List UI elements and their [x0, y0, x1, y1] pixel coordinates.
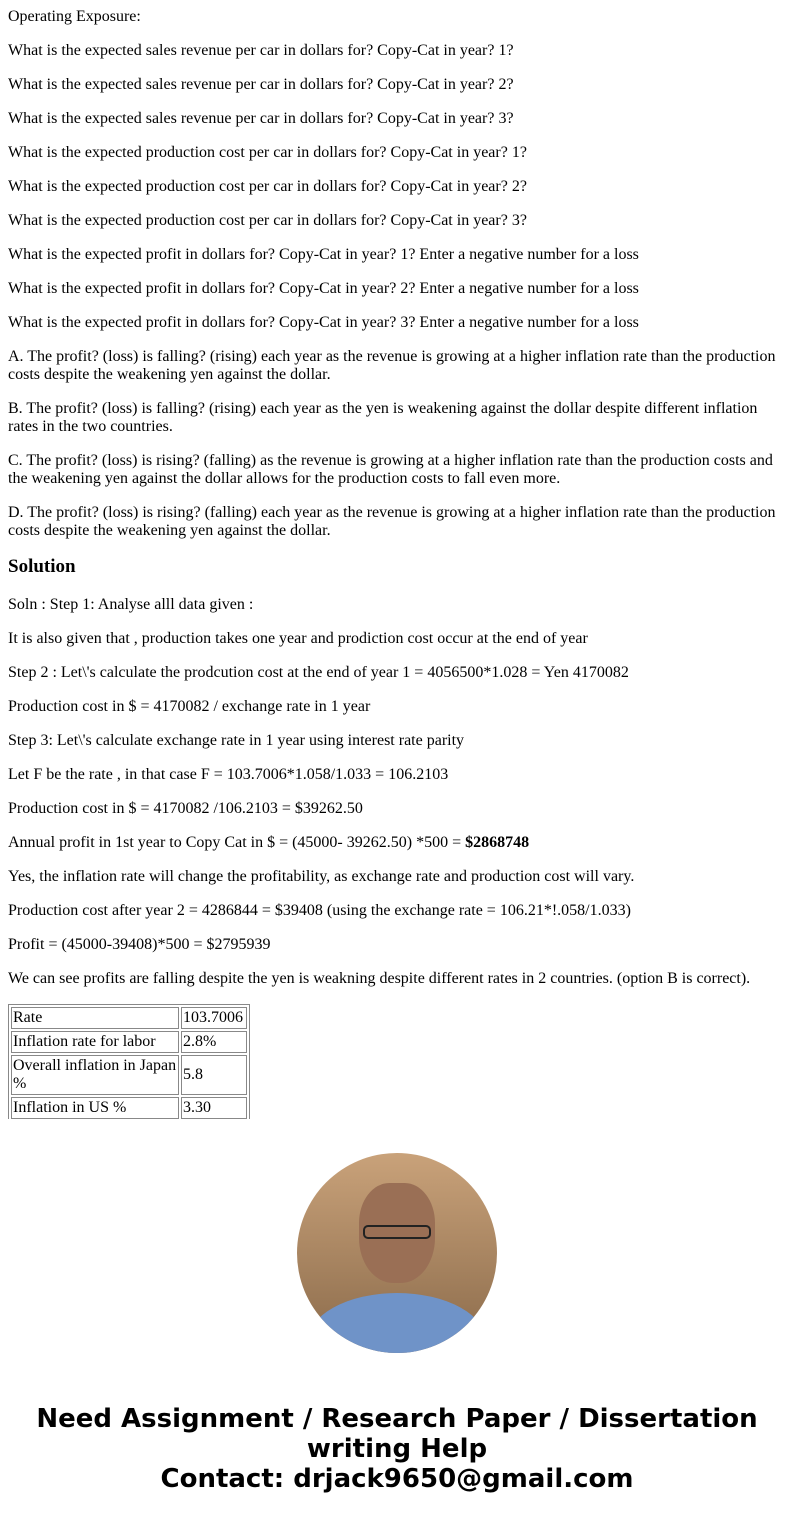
table-row	[11, 1097, 247, 1119]
data-table	[8, 1004, 250, 1119]
question-paragraph: What is the expected profit in dollars for? Copy-Cat in year? 3? Enter a negative number for a loss	[8, 314, 639, 331]
question-paragraph: C. The profit? (loss) is rising? (falling) as the revenue is growing at a higher inflation rate than the production costs and the weakening yen against the dollar allows for the production costs to fall even more.	[8, 452, 773, 487]
question-paragraph: What is the expected production cost per car in dollars for? Copy-Cat in year? 1?	[8, 144, 527, 161]
solution-conclusion	[8, 868, 786, 988]
table-row	[11, 1007, 247, 1029]
table-row	[11, 1055, 247, 1095]
question-paragraph: What is the expected profit in dollars for? Copy-Cat in year? 2? Enter a negative number for a loss	[8, 280, 639, 297]
table-value-cell: 103.7006	[181, 1007, 247, 1029]
footer-contact: Contact: drjack9650@gmail.com	[160, 1464, 634, 1494]
annual-profit-value: $2868748	[465, 834, 530, 851]
solution-heading: Solution	[8, 556, 76, 577]
question-paragraph: What is the expected production cost per car in dollars for? Copy-Cat in year? 3?	[8, 212, 527, 229]
annual-profit-line: Annual profit in 1st year to Copy Cat in $ = (45000- 39262.50) *500 = $2868748	[8, 834, 530, 851]
table-label-cell: Inflation in US %	[11, 1097, 179, 1119]
solution-paragraph: Step 2 : Let\'s calculate the prodcution cost at the end of year 1 = 4056500*1.028 = Yen 4170082	[8, 664, 629, 681]
data-table-wrapper	[8, 1004, 253, 1119]
footer-banner	[0, 1404, 794, 1494]
question-paragraph: A. The profit? (loss) is falling? (rising) each year as the revenue is growing at a higher inflation rate than the production costs despite the weakening yen against the dollar.	[8, 348, 776, 383]
question-paragraph: What is the expected sales revenue per car in dollars for? Copy-Cat in year? 1?	[8, 42, 514, 59]
table-value-cell: 2.8%	[181, 1031, 247, 1053]
solution-paragraph: Production cost after year 2 = 4286844 = $39408 (using the exchange rate = 106.21*!.058/1.033)	[8, 902, 631, 919]
solution-paragraph: Production cost in $ = 4170082 / exchange rate in 1 year	[8, 698, 371, 715]
glasses-icon	[363, 1225, 431, 1239]
question-paragraph: Operating Exposure:	[8, 8, 141, 25]
question-paragraph: What is the expected profit in dollars for? Copy-Cat in year? 1? Enter a negative number for a loss	[8, 246, 639, 263]
question-list	[8, 8, 786, 540]
document	[8, 0, 786, 1119]
table-value-cell: 3.30	[181, 1097, 247, 1119]
table-row	[11, 1031, 247, 1053]
table-label-cell: Inflation rate for labor	[11, 1031, 179, 1053]
table-value-cell: 5.8	[181, 1055, 247, 1095]
solution-paragraph: It is also given that , production takes one year and prodiction cost occur at the end of year	[8, 630, 588, 647]
solution-paragraph: Let F be the rate , in that case F = 103.7006*1.058/1.033 = 106.2103	[8, 766, 449, 783]
solution-paragraph: We can see profits are falling despite the yen is weakning despite different rates in 2 countries. (option B is correct).	[8, 970, 751, 987]
solution-paragraph: Yes, the inflation rate will change the profitability, as exchange rate and production cost will vary.	[8, 868, 635, 885]
footer-help-text: Need Assignment / Research Paper / Dissertation writing Help	[36, 1404, 758, 1464]
solution-steps	[8, 596, 786, 818]
solution-paragraph: Profit = (45000-39408)*500 = $2795939	[8, 936, 271, 953]
author-avatar	[297, 1153, 497, 1353]
question-paragraph: What is the expected production cost per car in dollars for? Copy-Cat in year? 2?	[8, 178, 527, 195]
table-label-cell: Rate	[11, 1007, 179, 1029]
table-label-cell: Overall inflation in Japan %	[11, 1055, 179, 1095]
question-paragraph: What is the expected sales revenue per car in dollars for? Copy-Cat in year? 2?	[8, 76, 514, 93]
solution-paragraph: Soln : Step 1: Analyse alll data given :	[8, 596, 254, 613]
question-paragraph: D. The profit? (loss) is rising? (falling) each year as the revenue is growing at a higher inflation rate than the production costs despite the weakening yen against the dollar.	[8, 504, 776, 539]
question-paragraph: B. The profit? (loss) is falling? (rising) each year as the yen is weakening against the dollar despite different inflation rates in the two countries.	[8, 400, 758, 435]
solution-paragraph: Step 3: Let\'s calculate exchange rate in 1 year using interest rate parity	[8, 732, 465, 749]
solution-paragraph: Production cost in $ = 4170082 /106.2103 = $39262.50	[8, 800, 363, 817]
question-paragraph: What is the expected sales revenue per car in dollars for? Copy-Cat in year? 3?	[8, 110, 514, 127]
